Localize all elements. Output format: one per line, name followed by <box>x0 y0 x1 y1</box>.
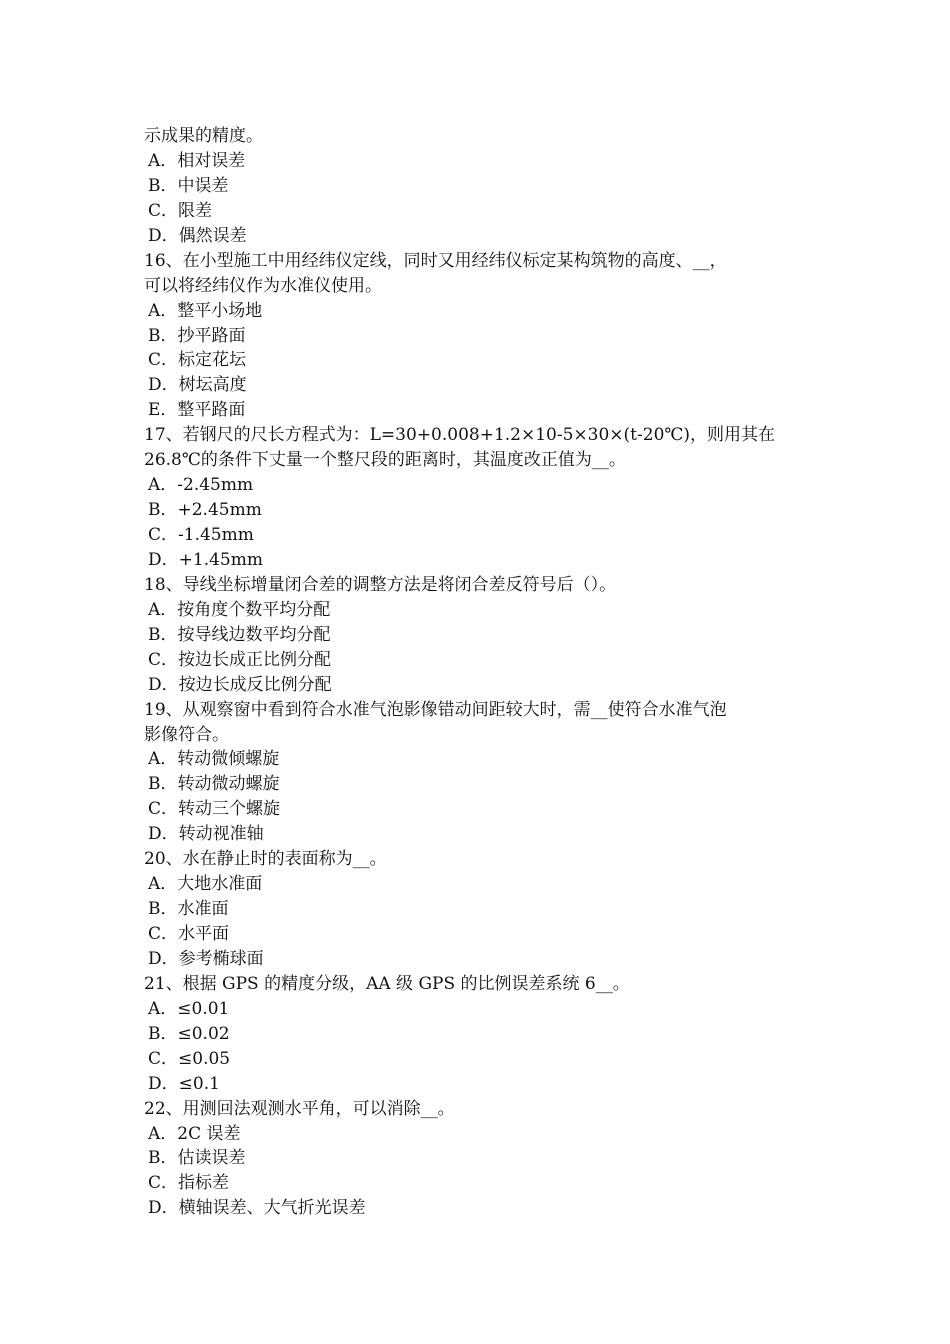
option: B．+2.45mm <box>148 500 262 521</box>
option: A．转动微倾螺旋 <box>148 749 280 770</box>
option: B．估读误差 <box>148 1148 246 1169</box>
option: C．限差 <box>148 200 213 221</box>
question <box>144 847 808 972</box>
option: B．按导线边数平均分配 <box>148 624 331 645</box>
question <box>144 573 808 698</box>
option: C．转动三个螺旋 <box>148 799 281 820</box>
option: C．按边长成正比例分配 <box>148 649 332 670</box>
option: B．水准面 <box>148 899 229 920</box>
option: A．按角度个数平均分配 <box>148 599 331 620</box>
option: A．2C 误差 <box>148 1123 241 1144</box>
option: A．大地水准面 <box>148 874 263 895</box>
document-page <box>144 124 808 1221</box>
question-text: 影像符合。 <box>144 724 229 745</box>
option: B．转动微动螺旋 <box>148 774 280 795</box>
question <box>144 423 808 573</box>
option: B．≤0.02 <box>148 1023 230 1044</box>
question-list <box>144 249 808 1222</box>
question <box>144 698 808 848</box>
question-text: 26.8℃的条件下丈量一个整尺段的距离时，其温度改正值为__。 <box>144 450 626 471</box>
option: D．参考椭球面 <box>148 948 264 969</box>
option: D．横轴误差、大气折光误差 <box>148 1198 366 1219</box>
option: C．水平面 <box>148 924 230 944</box>
question-text: 17、若钢尺的尺长方程式为：L=30+0.008+1.2×10-5×30×(t-20℃)，则用其在 <box>144 425 776 446</box>
option: D．偶然误差 <box>148 225 247 246</box>
question-text: 18、导线坐标增量闭合差的调整方法是将闭合差反符号后（）。 <box>144 574 617 595</box>
option: A．-2.45mm <box>148 475 254 496</box>
question <box>144 249 808 424</box>
option: E．整平路面 <box>148 400 246 421</box>
intro-line: 示成果的精度。 <box>144 126 263 146</box>
option: C．≤0.05 <box>148 1048 231 1069</box>
option: B．中误差 <box>148 175 229 196</box>
question-text: 可以将经纬仪作为水准仪使用。 <box>144 275 382 296</box>
question <box>144 972 808 1097</box>
question-text: 19、从观察窗中看到符合水准气泡影像错动间距较大时，需__使符合水准气泡 <box>144 699 727 720</box>
option: D．≤0.1 <box>148 1073 220 1094</box>
option: D．按边长成反比例分配 <box>148 674 332 695</box>
option: A．整平小场地 <box>148 300 263 321</box>
option: A．≤0.01 <box>148 998 230 1019</box>
question-text: 16、在小型施工中用经纬仪定线，同时又用经纬仪标定某构筑物的高度、__， <box>144 250 727 271</box>
intro-options <box>144 149 808 249</box>
option: B．抄平路面 <box>148 325 246 346</box>
question <box>144 1097 808 1222</box>
option: C．标定花坛 <box>148 350 247 371</box>
option: A．相对误差 <box>148 150 246 171</box>
question-text: 20、水在静止时的表面称为__。 <box>144 849 387 870</box>
option: D．树坛高度 <box>148 375 247 396</box>
option: D．转动视准轴 <box>148 824 264 845</box>
question-text: 22、用测回法观测水平角，可以消除__。 <box>144 1098 455 1119</box>
option: C．-1.45mm <box>148 525 254 545</box>
option: C．指标差 <box>148 1173 230 1194</box>
question-text: 21、根据 GPS 的精度分级，AA 级 GPS 的比例误差系统 6__。 <box>144 973 630 994</box>
option: D．+1.45mm <box>148 549 263 570</box>
